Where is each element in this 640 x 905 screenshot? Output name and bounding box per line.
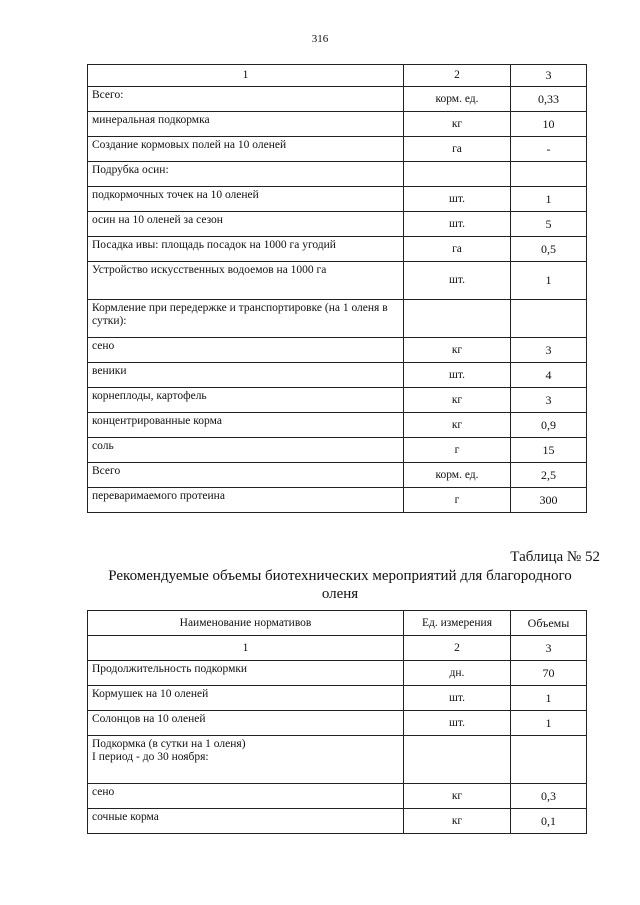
- table-row: [88, 87, 587, 112]
- row-unit: корм. ед.: [404, 463, 511, 488]
- row-value: 1: [511, 686, 587, 711]
- table-row: [88, 686, 587, 711]
- row-value: 5: [511, 212, 587, 237]
- table-row: [88, 112, 587, 137]
- row-unit: шт.: [404, 212, 511, 237]
- row-name: Создание кормовых полей на 10 оленей: [88, 137, 404, 162]
- row-unit: шт.: [404, 686, 511, 711]
- row-name: соль: [88, 438, 404, 463]
- row-name: минеральная подкормка: [88, 112, 404, 137]
- table-row: [88, 463, 587, 488]
- row-name: Всего: [88, 463, 404, 488]
- table-row: [88, 809, 587, 834]
- row-unit: шт.: [404, 187, 511, 212]
- row-value: 0,5: [511, 237, 587, 262]
- row-name: Посадка ивы: площадь посадок на 1000 га угодий: [88, 237, 404, 262]
- red-deer-norms-table: [87, 610, 587, 834]
- table-row: [88, 237, 587, 262]
- row-value: 3: [511, 388, 587, 413]
- row-value: 300: [511, 488, 587, 513]
- row-name: Подрубка осин:: [88, 162, 404, 187]
- row-value: [511, 300, 587, 338]
- row-value: -: [511, 137, 587, 162]
- table-row: [88, 661, 587, 686]
- column-header-name: Наименование нормативов: [88, 611, 404, 636]
- table-row: [88, 413, 587, 438]
- table-row: [88, 711, 587, 736]
- row-value: 2,5: [511, 463, 587, 488]
- row-unit: г: [404, 438, 511, 463]
- row-unit: кг: [404, 388, 511, 413]
- row-name: Продолжительность подкормки: [88, 661, 404, 686]
- row-name: корнеплоды, картофель: [88, 388, 404, 413]
- row-unit: дн.: [404, 661, 511, 686]
- column-number-1: 1: [88, 636, 404, 661]
- row-name: Кормление при передержке и транспортировке (на 1 оленя в сутки):: [88, 300, 404, 338]
- row-unit: кг: [404, 809, 511, 834]
- table-row: [88, 212, 587, 237]
- row-unit: га: [404, 237, 511, 262]
- table-caption: Таблица № 52: [510, 549, 600, 565]
- row-name: Солонцов на 10 оленей: [88, 711, 404, 736]
- table-header-row: [88, 65, 587, 87]
- table-row: [88, 488, 587, 513]
- row-unit: шт.: [404, 363, 511, 388]
- row-name: сено: [88, 784, 404, 809]
- row-value: 10: [511, 112, 587, 137]
- continued-norms-table: [87, 64, 587, 513]
- column-header-unit: Ед. измерения: [404, 611, 511, 636]
- row-name: Подкормка (в сутки на 1 оленя) I период - до 30 ноября:: [88, 736, 404, 784]
- row-name: веники: [88, 363, 404, 388]
- column-number-2: 2: [404, 65, 511, 87]
- row-name: концентрированные корма: [88, 413, 404, 438]
- table-row: [88, 162, 587, 187]
- table-row: [88, 784, 587, 809]
- table-numbering-row: [88, 636, 587, 661]
- table-row: [88, 438, 587, 463]
- row-value: [511, 736, 587, 784]
- row-unit: кг: [404, 112, 511, 137]
- row-value: 70: [511, 661, 587, 686]
- row-unit: кг: [404, 338, 511, 363]
- row-unit: шт.: [404, 262, 511, 300]
- table-row: [88, 338, 587, 363]
- row-value: 0,3: [511, 784, 587, 809]
- row-value: 1: [511, 187, 587, 212]
- table-row: [88, 137, 587, 162]
- row-unit: га: [404, 137, 511, 162]
- row-unit: [404, 736, 511, 784]
- column-number-3: 3: [511, 636, 587, 661]
- row-name: осин на 10 оленей за сезон: [88, 212, 404, 237]
- column-header-value: Объемы: [511, 611, 587, 636]
- column-number-3: 3: [511, 65, 587, 87]
- row-name: Всего:: [88, 87, 404, 112]
- table-row: [88, 736, 587, 784]
- column-number-1: 1: [88, 65, 404, 87]
- table-row: [88, 388, 587, 413]
- row-unit: кг: [404, 413, 511, 438]
- row-unit: кг: [404, 784, 511, 809]
- table-row: [88, 262, 587, 300]
- row-value: 3: [511, 338, 587, 363]
- row-name: Устройство искусственных водоемов на 1000 га: [88, 262, 404, 300]
- row-name: сочные корма: [88, 809, 404, 834]
- row-value: 4: [511, 363, 587, 388]
- row-unit: шт.: [404, 711, 511, 736]
- row-name: Кормушек на 10 оленей: [88, 686, 404, 711]
- row-value: 0,9: [511, 413, 587, 438]
- table-row: [88, 300, 587, 338]
- row-unit: [404, 300, 511, 338]
- table-title: Рекомендуемые объемы биотехнических мероприятий для благородного оленя: [108, 568, 572, 602]
- row-unit: корм. ед.: [404, 87, 511, 112]
- row-value: [511, 162, 587, 187]
- row-name: подкормочных точек на 10 оленей: [88, 187, 404, 212]
- row-name: сено: [88, 338, 404, 363]
- row-value: 1: [511, 262, 587, 300]
- row-unit: [404, 162, 511, 187]
- row-value: 15: [511, 438, 587, 463]
- column-number-2: 2: [404, 636, 511, 661]
- row-value: 0,1: [511, 809, 587, 834]
- page-number: 316: [311, 33, 329, 45]
- table-row: [88, 363, 587, 388]
- row-unit: г: [404, 488, 511, 513]
- table-row: [88, 187, 587, 212]
- table-header-row: [88, 611, 587, 636]
- row-value: 0,33: [511, 87, 587, 112]
- row-value: 1: [511, 711, 587, 736]
- row-name: переваримаемого протеина: [88, 488, 404, 513]
